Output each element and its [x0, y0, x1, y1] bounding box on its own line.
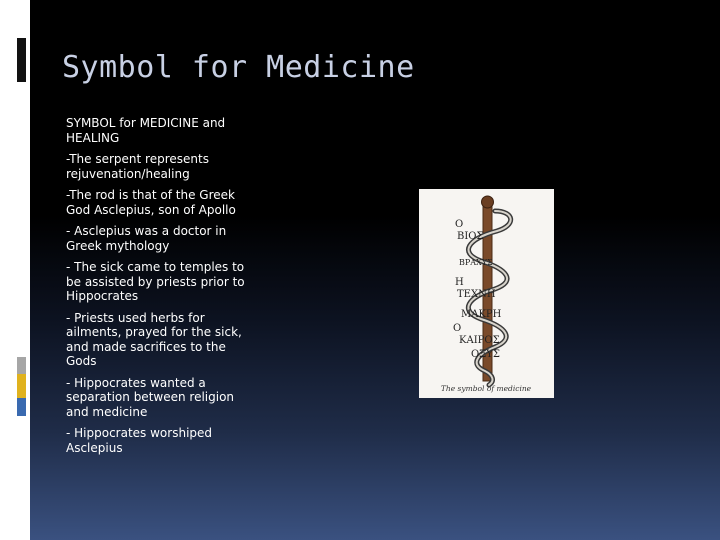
greek-text: ΒΡΑΧΥΣ	[459, 258, 493, 267]
bullet-item: - Hippocrates wanted a separation between religion and medicine	[66, 375, 235, 419]
rod-of-asclepius-image	[419, 189, 554, 398]
greek-text: Η	[455, 277, 464, 288]
greek-text: ΟΞΥΣ	[471, 349, 500, 360]
greek-text: ΤΕΧΝΗ	[457, 289, 496, 300]
decor-bar-black-small	[17, 38, 26, 52]
bullet-item: -The serpent represents rejuvenation/healing	[66, 152, 209, 181]
bullet-item: SYMBOL for MEDICINE and HEALING	[66, 116, 226, 145]
decor-bar-blue	[17, 398, 26, 416]
decor-bar-gray	[17, 357, 26, 374]
slide-title: Symbol for Medicine	[62, 50, 415, 85]
greek-text: ΒΙΟΣ	[457, 231, 484, 242]
greek-text: ΜΑΚΡΗ	[461, 309, 502, 320]
bullet-item: - Hippocrates worshiped Asclepius	[66, 426, 213, 455]
bullet-item: -The rod is that of the Greek God Asclepius, son of Apollo	[66, 188, 236, 217]
figure-caption: The symbol of medicine	[440, 384, 532, 393]
bullet-item: - The sick came to temples to be assisted by priests prior to Hippocrates	[66, 260, 245, 303]
greek-text: Ο	[455, 219, 464, 230]
decor-bar-yellow	[17, 374, 26, 398]
bullet-item: - Asclepius was a doctor in Greek mythology	[66, 224, 227, 253]
slide-body	[66, 116, 251, 462]
greek-text: ΚΑΙΡΟΣ	[459, 335, 500, 346]
decor-bar-black	[17, 52, 26, 82]
greek-text: Ο	[453, 323, 462, 334]
bullet-item: - Priests used herbs for ailments, prayed for the sick, and made sacrifices to the Gods	[66, 310, 242, 368]
